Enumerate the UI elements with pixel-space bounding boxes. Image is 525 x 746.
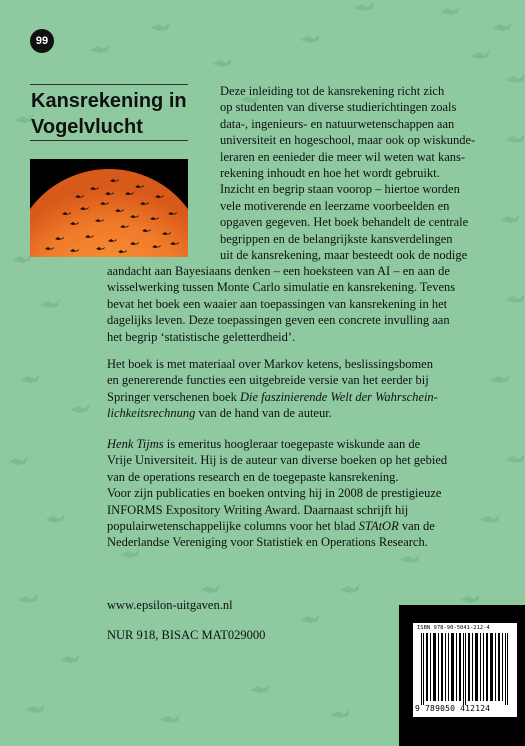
text-line: en genererende functies een uitgebreide versie van het eerder bij bbox=[107, 373, 429, 388]
barcode-label bbox=[413, 623, 517, 717]
text-span: populairwetenschappelijke columns voor het blad bbox=[107, 519, 359, 534]
text-line: Het boek is met materiaal over Markov ketens, beslissingsbomen bbox=[107, 357, 433, 371]
page-number: 99 bbox=[35, 35, 49, 47]
text-span: van de hand van de auteur. bbox=[195, 406, 332, 421]
sun-birds-photo bbox=[30, 159, 188, 257]
text-line: vele motiverende en leerzame voorbeelden en bbox=[220, 198, 450, 213]
book-title-italic: lichkeitsrechnung bbox=[107, 406, 196, 421]
text-line: Nederlandse Vereniging voor Statistiek en Operations Research. bbox=[107, 535, 428, 550]
page-number-badge bbox=[30, 29, 54, 53]
text-line: opgaven gegeven. Het boek behandelt de centrale bbox=[220, 215, 469, 230]
text-line: Deze inleiding tot de kansrekening richt zich bbox=[220, 84, 445, 98]
text-line bbox=[107, 436, 503, 452]
text-line: universiteit en hogeschool, maar ook op wiskunde- bbox=[220, 133, 476, 148]
text-line: data-, ingenieurs- en natuurwetenschappen aan bbox=[220, 116, 455, 131]
barcode-digits: 9 789050 412124 bbox=[415, 704, 491, 713]
text-line bbox=[107, 405, 503, 421]
author-name: Henk Tijms bbox=[107, 437, 164, 451]
title-bottom-rule bbox=[30, 140, 188, 141]
author-paragraph bbox=[107, 436, 503, 551]
intro-paragraph-bottom bbox=[107, 263, 503, 345]
title-line-2: Vogelvlucht bbox=[31, 116, 143, 138]
barcode-bars bbox=[413, 623, 517, 717]
edition-paragraph bbox=[107, 356, 503, 422]
text-line bbox=[107, 518, 503, 534]
text-line: INFORMS Expository Writing Award. Daarnaast schrijft hij bbox=[107, 502, 409, 517]
text-line: leraren en eenieder die meer wil weten wat kans- bbox=[220, 149, 466, 164]
isbn-number: ISBN 978-90-5041-212-4 bbox=[417, 625, 490, 631]
text-span: Springer verschenen boek bbox=[107, 389, 240, 404]
book-title-italic: Die faszinierende Welt der Wahrschein- bbox=[239, 389, 438, 404]
book-title bbox=[31, 88, 201, 140]
text-line: aandacht aan Bayesiaans denken – een hoeksteen van AI – en aan de bbox=[107, 264, 450, 278]
text-line: bevat het boek een waaier aan toepassingen van kansrekening in het bbox=[107, 296, 448, 311]
text-line: het begrip ‘statistische geletterdheid’. bbox=[107, 329, 296, 344]
text-line: wisselwerking tussen Monte Carlo simulatie en kansrekening. Tevens bbox=[107, 280, 456, 295]
text-span: van de bbox=[398, 519, 435, 534]
text-span: is emeritus hoogleraar toegepaste wiskunde aan de bbox=[163, 437, 421, 451]
text-line: rekening inhoudt en hoe het wordt gebruikt. bbox=[220, 166, 440, 181]
text-line: Inzicht en begrip staan voorop – hiertoe worden bbox=[220, 182, 460, 197]
text-line: Vrije Universiteit. Hij is de auteur van diverse boeken op het gebied bbox=[107, 453, 448, 468]
text-line: dagelijks leven. Deze toepassingen geven een concrete invulling aan bbox=[107, 313, 450, 328]
intro-paragraph-top bbox=[220, 83, 500, 263]
publisher-website[interactable]: www.epsilon-uitgaven.nl bbox=[107, 598, 233, 612]
text-line: op studenten van diverse studierichtingen zoals bbox=[220, 100, 457, 115]
magazine-title: STAtOR bbox=[358, 519, 399, 534]
text-line: Voor zijn publicaties en boeken ontving hij in 2008 de prestigieuze bbox=[107, 486, 442, 501]
barcode-panel bbox=[399, 605, 525, 746]
text-line: van de operations research en de toegepaste kansrekening. bbox=[107, 469, 399, 484]
text-line bbox=[107, 389, 503, 405]
title-line-1: Kansrekening in bbox=[31, 90, 187, 112]
text-line: begrippen en de belangrijkste kansverdelingen bbox=[220, 231, 453, 246]
text-line: uit de kansrekening, maar besteedt ook de nodige bbox=[220, 248, 468, 263]
title-top-rule bbox=[30, 84, 188, 85]
classification-codes: NUR 918, BISAC MAT029000 bbox=[107, 628, 266, 642]
